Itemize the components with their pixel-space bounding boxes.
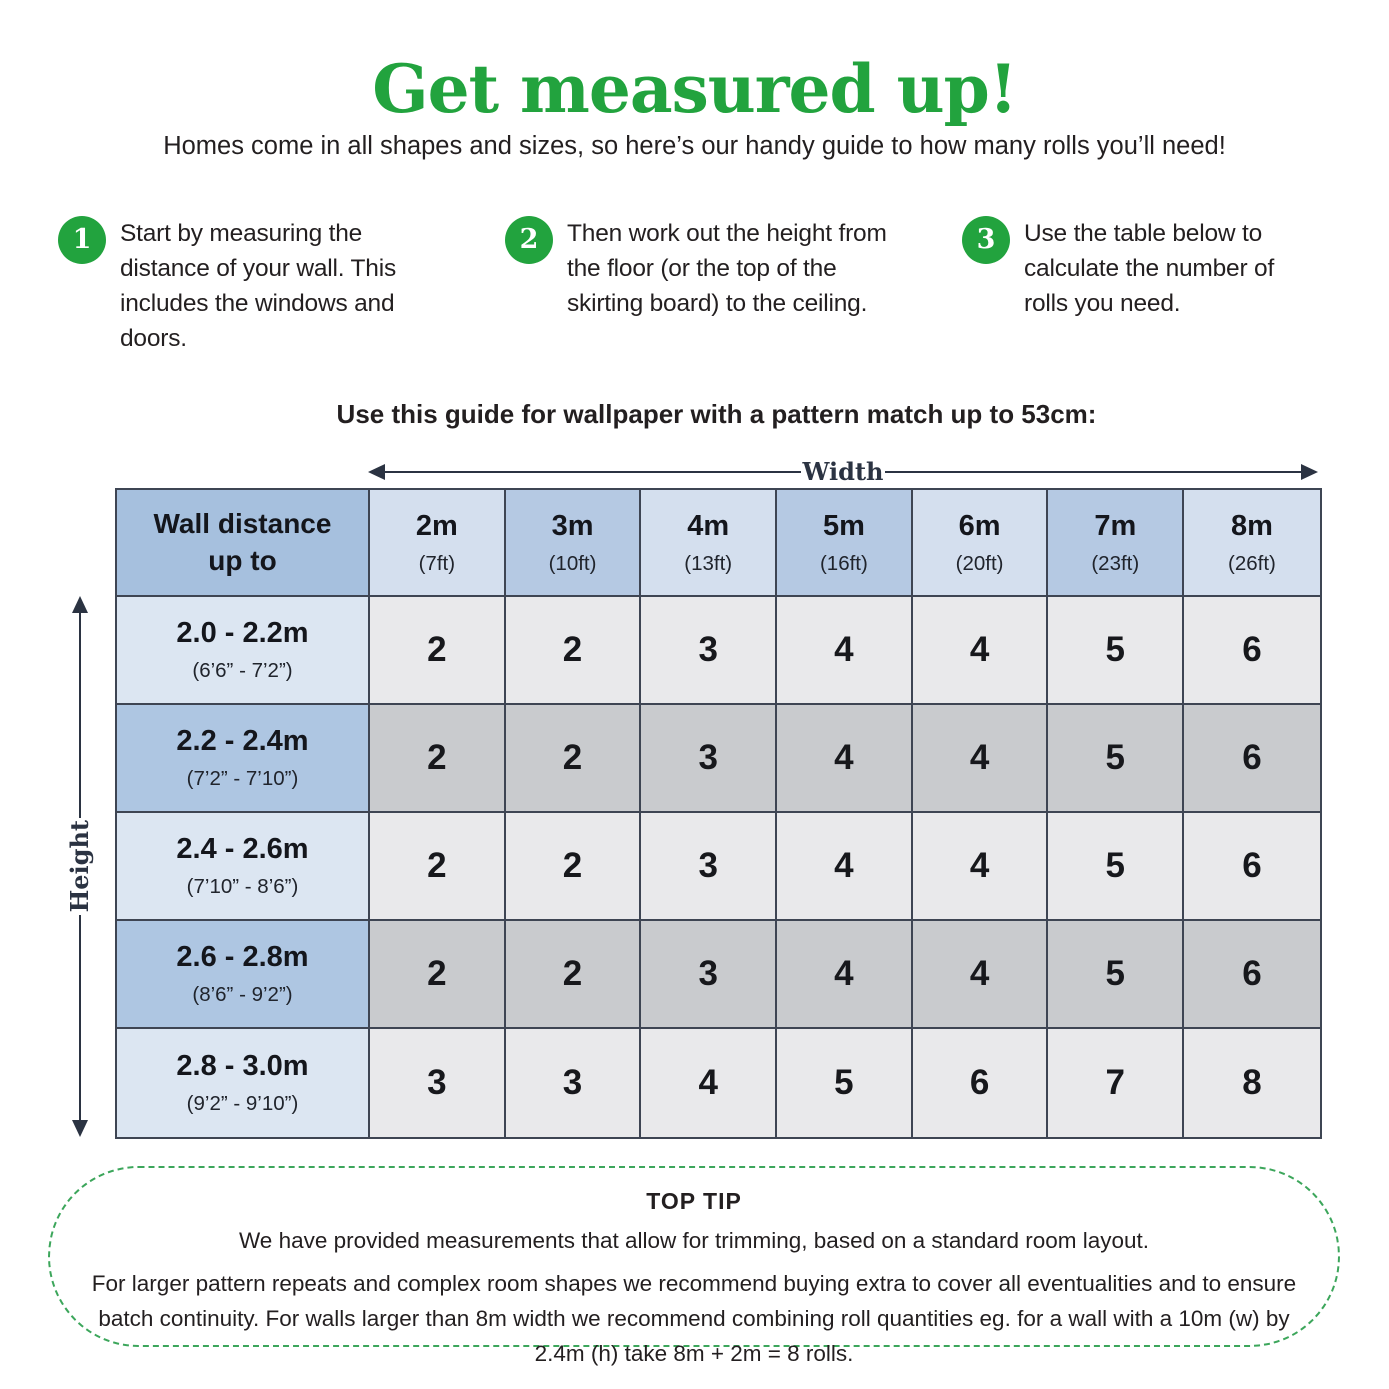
corner-header-label: Wall distance up to xyxy=(153,508,332,576)
height-arrow-line xyxy=(79,613,82,818)
arrowhead-left-icon xyxy=(368,464,385,480)
corner-header xyxy=(117,490,370,597)
step-1-text: Start by measuring the distance of your wall. This includes the windows and doors. xyxy=(120,220,397,352)
column-metric: 6m xyxy=(958,509,1001,542)
column-header-6m xyxy=(913,490,1049,597)
row-metric: 2.0 - 2.2m xyxy=(176,617,309,649)
column-imperial: (10ft) xyxy=(548,551,597,575)
row-metric: 2.6 - 2.8m xyxy=(176,941,309,973)
width-axis-arrow xyxy=(368,457,1318,486)
column-imperial: (7ft) xyxy=(418,551,456,575)
roll-count-cell: 8 xyxy=(1184,1029,1320,1137)
column-metric: 2m xyxy=(415,509,458,542)
roll-count-cell: 7 xyxy=(1048,1029,1184,1137)
roll-count-cell: 4 xyxy=(777,813,913,921)
roll-count-cell: 2 xyxy=(370,813,506,921)
step-3-number-badge: 3 xyxy=(962,216,1010,264)
column-header-4m xyxy=(641,490,777,597)
width-arrow-line xyxy=(385,471,801,474)
column-header-2m xyxy=(370,490,506,597)
table-caption: Use this guide for wallpaper with a pattern match up to 53cm: xyxy=(336,399,1097,429)
column-metric: 8m xyxy=(1231,509,1273,542)
top-tip-line1: We have provided measurements that allow for trimming, based on a standard room layout. xyxy=(238,1228,1150,1253)
row-imperial: (9’2” - 9’10”) xyxy=(186,1092,299,1115)
column-header-3m xyxy=(506,490,642,597)
roll-count-cell: 3 xyxy=(641,705,777,813)
column-metric: 3m xyxy=(551,509,594,542)
row-imperial: (7’2” - 7’10”) xyxy=(186,767,299,790)
arrowhead-right-icon xyxy=(1301,464,1318,480)
roll-count-cell: 2 xyxy=(506,921,642,1029)
page-subtitle: Homes come in all shapes and sizes, so here’s our handy guide to how many rolls you’ll need! xyxy=(163,132,1226,160)
roll-count-cell: 6 xyxy=(1184,813,1320,921)
row-imperial: (7’10” - 8’6”) xyxy=(186,875,299,898)
column-metric: 4m xyxy=(687,509,730,542)
roll-count-cell: 6 xyxy=(1184,597,1320,705)
roll-count-cell: 5 xyxy=(1048,597,1184,705)
top-tip-line2: For larger pattern repeats and complex room shapes we recommend buying extra to cover all eventualities and to ensure batch continuity. For walls larger than 8m width we recommend combining roll quantities eg. for a wall with a 10m (w) by 2.4m (h) take 8m + 2m = 8 rolls. xyxy=(91,1271,1297,1366)
row-header-2.6-2.8m xyxy=(117,921,370,1029)
row-header-2.0-2.2m xyxy=(117,597,370,705)
height-axis-label: Height xyxy=(65,820,94,913)
step-3-text: Use the table below to calculate the number of rolls you need. xyxy=(1024,220,1275,317)
roll-count-cell: 5 xyxy=(1048,921,1184,1029)
width-arrow-line xyxy=(885,471,1301,474)
step-2-text: Then work out the height from the floor (or the top of the skirting board) to the ceiling. xyxy=(567,220,887,317)
arrowhead-up-icon xyxy=(72,596,88,613)
roll-count-cell: 2 xyxy=(370,705,506,813)
row-imperial: (8’6” - 9’2”) xyxy=(192,983,293,1006)
roll-count-cell: 5 xyxy=(777,1029,913,1137)
roll-count-cell: 4 xyxy=(777,921,913,1029)
height-axis-arrow xyxy=(64,596,96,1137)
roll-count-cell: 5 xyxy=(1048,705,1184,813)
step-3 xyxy=(962,216,1324,321)
roll-count-cell: 4 xyxy=(913,597,1049,705)
roll-count-cell: 3 xyxy=(641,597,777,705)
column-metric: 7m xyxy=(1094,509,1137,542)
row-header-2.2-2.4m xyxy=(117,705,370,813)
column-imperial: (23ft) xyxy=(1091,551,1140,575)
roll-count-cell: 4 xyxy=(777,597,913,705)
top-tip-heading: TOP TIP xyxy=(646,1188,742,1214)
arrowhead-down-icon xyxy=(72,1120,88,1137)
page-title: Get measured up! xyxy=(372,50,1017,128)
roll-count-cell: 6 xyxy=(1184,705,1320,813)
roll-count-cell: 6 xyxy=(913,1029,1049,1137)
column-imperial: (13ft) xyxy=(684,551,733,575)
column-header-8m xyxy=(1184,490,1320,597)
roll-count-cell: 4 xyxy=(913,705,1049,813)
roll-count-cell: 4 xyxy=(641,1029,777,1137)
width-axis-label: Width xyxy=(802,457,884,486)
roll-count-cell: 5 xyxy=(1048,813,1184,921)
roll-count-cell: 6 xyxy=(1184,921,1320,1029)
roll-count-cell: 2 xyxy=(506,813,642,921)
roll-count-cell: 2 xyxy=(506,705,642,813)
roll-count-cell: 3 xyxy=(370,1029,506,1137)
row-header-2.8-3.0m xyxy=(117,1029,370,1137)
roll-count-cell: 2 xyxy=(370,921,506,1029)
column-imperial: (20ft) xyxy=(955,551,1004,575)
row-metric: 2.2 - 2.4m xyxy=(176,725,309,757)
row-imperial: (6’6” - 7’2”) xyxy=(192,659,293,682)
roll-count-cell: 3 xyxy=(641,813,777,921)
column-metric: 5m xyxy=(822,509,865,542)
step-2-number-badge: 2 xyxy=(505,216,553,264)
row-header-2.4-2.6m xyxy=(117,813,370,921)
column-imperial: (26ft) xyxy=(1228,551,1276,575)
roll-count-cell: 2 xyxy=(506,597,642,705)
rolls-table xyxy=(115,488,1322,1139)
roll-count-cell: 4 xyxy=(913,921,1049,1029)
height-arrow-line xyxy=(79,915,82,1120)
row-metric: 2.4 - 2.6m xyxy=(176,833,309,865)
roll-count-cell: 2 xyxy=(370,597,506,705)
step-1-number-badge: 1 xyxy=(58,216,106,264)
column-header-5m xyxy=(777,490,913,597)
roll-count-cell: 4 xyxy=(777,705,913,813)
column-header-7m xyxy=(1048,490,1184,597)
top-tip-box xyxy=(48,1166,1340,1366)
step-1 xyxy=(58,216,430,356)
roll-count-cell: 4 xyxy=(913,813,1049,921)
step-2 xyxy=(505,216,907,321)
row-metric: 2.8 - 3.0m xyxy=(176,1050,309,1082)
column-imperial: (16ft) xyxy=(819,551,868,575)
roll-count-cell: 3 xyxy=(506,1029,642,1137)
roll-count-cell: 3 xyxy=(641,921,777,1029)
